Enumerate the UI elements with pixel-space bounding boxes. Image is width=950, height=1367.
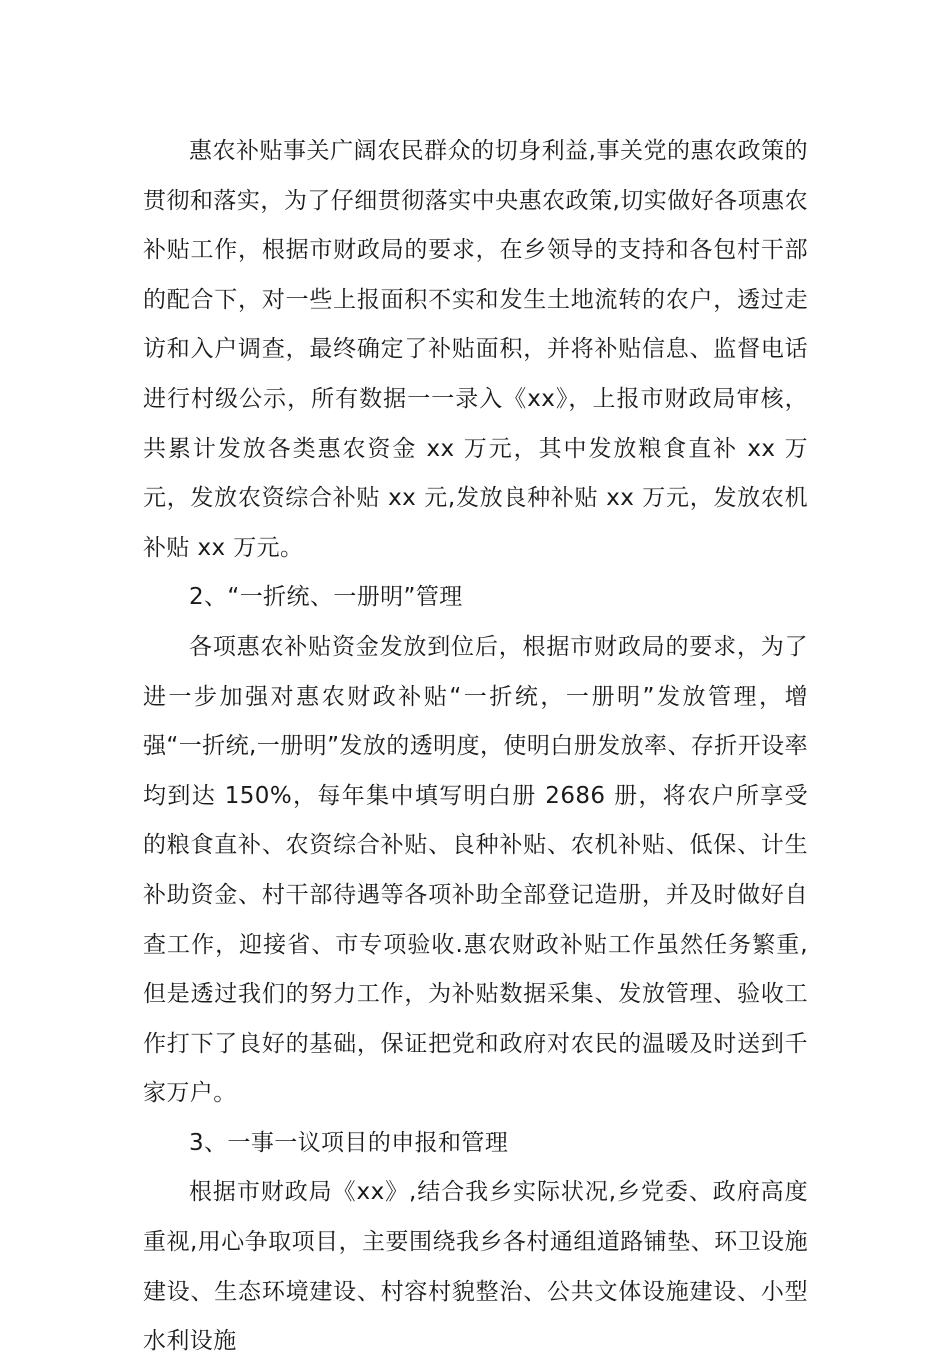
paragraph-subsidy-overview: 惠农补贴事关广阔农民群众的切身利益,事关党的惠农政策的贯彻和落实，为了仔细贯彻落实中央惠农政策,切实做好各项惠农补贴工作，根据市财政局的要求，在乡领导的支持和各包村干部的配合下，对一些上报面积不实和发生土地流转的农户，透过走访和入户调查，最终确定了补贴面积，并将补贴信息、监督电话进行村级公示，所有数据一一录入《xx》，上报市财政局审核，共累计发放各类惠农资金 xx 万元，其中发放粮食直补 xx 万元，发放农资综合补贴 xx 元,发放良种补贴 xx 万元，发放农机补贴 xx 万元。 — [143, 138, 808, 561]
paragraph-project-declaration: 根据市财政局《xx》,结合我乡实际状况,乡党委、政府高度重视,用心争取项目，主要围绕我乡各村通组道路铺垫、环卫设施建设、生态环境建设、村容村貌整治、公共文体设施建设、小型水利设施 — [143, 1179, 808, 1355]
paragraph-passbook-management: 各项惠农补贴资金发放到位后，根据市财政局的要求，为了进一步加强对惠农财政补贴“一折统，一册明”发放管理，增强“一折统,一册明”发放的透明度，使明白册发放率、存折开设率均到达 150%，每年集中填写明白册 2686 册，将农户所享受的粮食直补、农资综合补贴、良种补贴、农机补贴、低保、计生补助资金、村干部待遇等各项补助全部登记造册，并及时做好自查工作，迎接省、市专项验收.惠农财政补贴工作虽然任务繁重,但是透过我们的努力工作，为补贴数据采集、发放管理、验收工作打下了良好的基础，保证把党和政府对农民的温暖及时送到千家万户。 — [143, 633, 808, 1107]
document-body — [143, 127, 808, 1367]
section-heading-passbook-management: 2、“一折统、一册明”管理 — [189, 584, 463, 611]
section-heading-project-declaration: 3、一事一议项目的申报和管理 — [189, 1129, 509, 1156]
